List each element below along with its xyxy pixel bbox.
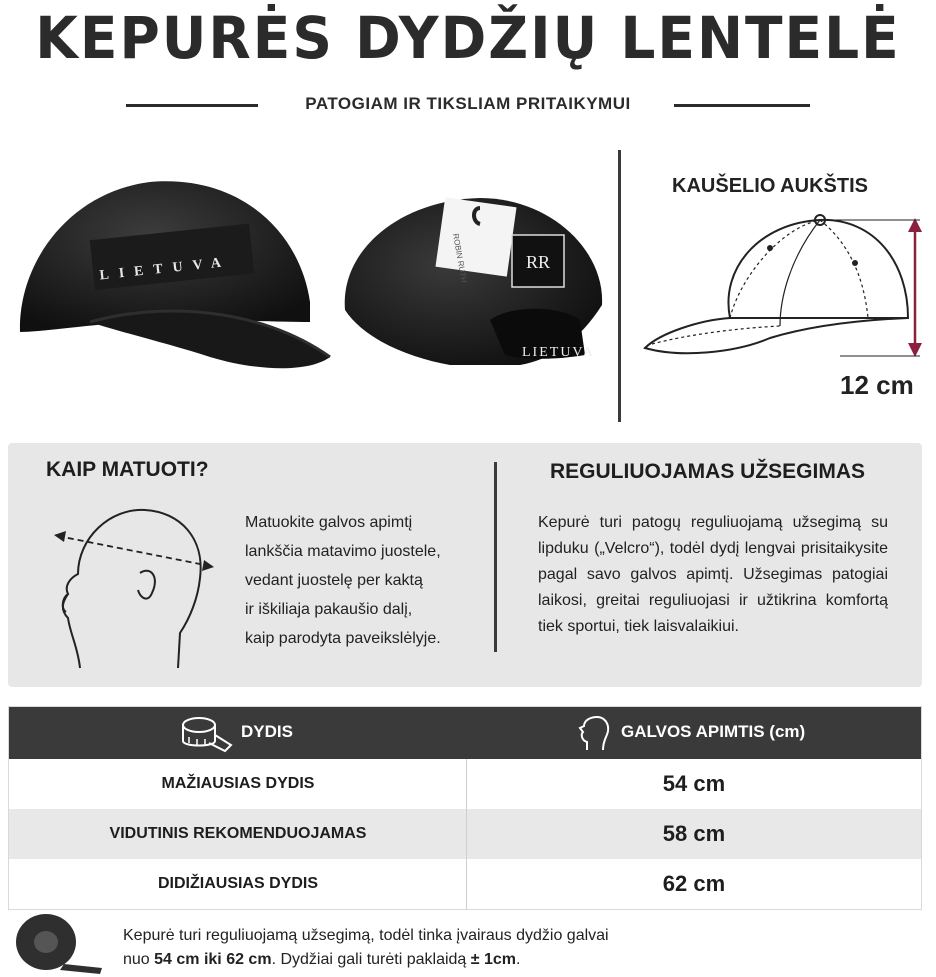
svg-text:RR: RR <box>525 252 551 272</box>
page-subtitle: PATOGIAM IR TIKSLIAM PRITAIKYMUI <box>305 94 631 113</box>
column-size: DYDIS <box>241 722 293 741</box>
cap-back-text: LIETUVA <box>522 345 595 360</box>
adjustable-strap-title: REGULIUOJAMAS UŽSEGIMAS <box>550 460 866 483</box>
page-title: KEPURĖS DYDŽIŲ LENTELĖ <box>35 4 901 72</box>
crown-height-value: 12 cm <box>840 370 914 400</box>
size-label: VIDUTINIS REKOMENDUOJAMAS <box>109 825 367 842</box>
column-circumference: GALVOS APIMTIS (cm) <box>621 722 806 741</box>
how-to-measure-text: Matuokite galvos apimtį lankščia matavimo juostele, vedant juostelę per kaktą ir iškiliaja pakaušio dalį, kaip parodyta paveikslėlyje. <box>245 514 441 647</box>
tag-text: ROBIN RUTH <box>451 232 469 284</box>
head-profile-icon <box>577 716 611 752</box>
size-value: 54 cm <box>662 771 726 796</box>
adjustable-strap-text: Kepurė turi patogų reguliuojamą užsegimą su lipduku („Velcro“), todėl dydį lengvai prisitaikysite pagal savo galvos apimtį. Užsegimas patogiai laikosi, greitai reguliuojasi ir užtikrina komfortą tiek sportui, tiek laisvalaikiui. <box>538 514 888 635</box>
section-divider <box>618 150 621 422</box>
tape-measure-icon <box>179 715 233 753</box>
head-measure-drawing <box>40 498 220 673</box>
cap-outline-drawing <box>640 208 930 388</box>
size-value: 62 cm <box>662 871 726 896</box>
tape-roll-icon <box>12 912 108 974</box>
size-table <box>8 706 922 910</box>
table-row <box>9 859 921 909</box>
how-to-measure-title: KAIP MATUOTI? <box>46 458 209 481</box>
panel-divider <box>494 462 497 652</box>
column-separator <box>466 759 467 909</box>
size-label: MAŽIAUSIAS DYDIS <box>161 775 315 792</box>
table-row <box>9 809 921 859</box>
cap-back-photo <box>340 190 610 380</box>
cap-front-text: LIETUVA <box>98 254 232 284</box>
crown-height-title: KAUŠELIO AUKŠTIS <box>672 175 868 197</box>
measure-line <box>58 536 210 566</box>
size-label: DIDIŽIAUSIAS DYDIS <box>157 875 318 892</box>
footer-note: Kepurė turi reguliuojamą užsegimą, todėl tinka įvairaus dydžio galvai nuo 54 cm iki 62 cm. Dydžiai gali turėti paklaidą ± 1cm. <box>123 927 609 968</box>
size-value: 58 cm <box>662 821 726 846</box>
cap-front-photo <box>10 172 340 397</box>
table-row <box>9 759 921 809</box>
table-header <box>9 707 921 759</box>
